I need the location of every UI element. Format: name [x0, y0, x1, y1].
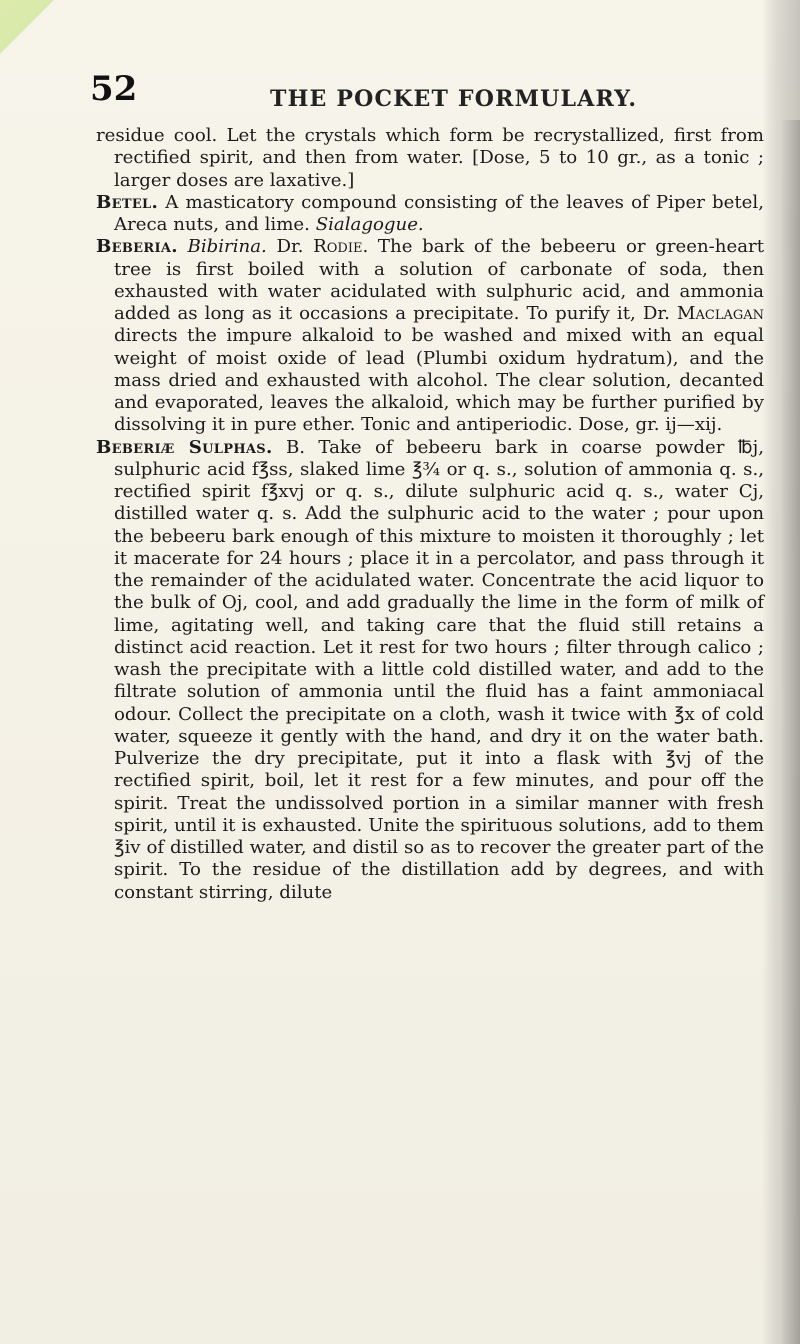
intro-paragraph [96, 125, 764, 192]
intro-text: residue cool. Let the crystals which form be recrystallized, first from rectified spirit, and then from water. [Dose, 5 to 10 gr., as a tonic ; larger doses are laxative.] [96, 125, 764, 191]
entry-beberiae-sulphas [96, 437, 764, 904]
entry-italic-beberia: Bibirina. [187, 236, 267, 258]
entry-text-beberiae-sulphas: B. Take of bebeeru bark in coarse powder ℔j, sulphuric acid f℥ss, slaked lime ℥¾ or q. s., solution of ammonia q. s., rectified spirit f℥xvj or q. s., dilute sulphuric acid q. s., water Cj, distilled water q. s. Add the sulphuric acid to the water ; pour upon the bebeeru bark enough of this mixture to moisten it thoroughly ; let it macerate for 24 hours ; place it in a percolator, and pass through it the remainder of the acidulated water. Concentrate the acid liquor to the bulk of Oj, cool, and add gradually the lime in the form of milk of lime, agitating well, and taking care that the fluid still retains a distinct acid reaction. Let it rest for two hours ; filter through calico ; wash the precipitate with a little cold distilled water, and add to the filtrate solution of ammonia until the fluid has a faint ammoniacal odour. Collect the precipitate on a cloth, wash it twice with ℥x of cold water, squeeze it gently with the hand, and dry it on the water bath. Pulverize the dry precipitate, put it into a flask with ℥vj of the rectified spirit, boil, let it rest for a few minutes, and pour off the spirit. Treat the undissolved portion in a similar manner with fresh spirit, until it is exhausted. Unite the spirituous solutions, add to them ℥iv of distilled water, and distil so as to recover the greater part of the spirit. To the residue of the distillation add by degrees, and with constant stirring, dilute [114, 436, 764, 903]
entry-term-beberia: Beberia. [96, 236, 178, 258]
entry-name-maclagan: Maclagan [676, 303, 764, 324]
page-number: 52 [90, 69, 138, 109]
entry-text-betel: A masticatory compound consisting of the leaves of Piper betel, Areca nuts, and lime. [114, 191, 764, 235]
entry-betel [96, 192, 764, 237]
entry-name-rodie: Rodie. [313, 236, 369, 258]
entry-text-beberia-c: directs the impure alkaloid to be washed and mixed with an equal weight of moist oxide of lead (Plumbi oxidum hydratum), and the mass dried and exhausted with alcohol. The clear solution, decanted and evaporated, leaves the alkaloid, which may be further purified by dissolving it in pure ether. Tonic and antiperiodic. Dose, gr. ij—xij. [114, 325, 764, 436]
right-page-edge-shadow [782, 120, 800, 1344]
page-corner-tint [0, 0, 58, 58]
entry-beberia [96, 236, 764, 436]
entry-term-betel: Betel. [96, 191, 159, 213]
entry-italic-betel: Sialagogue. [315, 214, 424, 235]
entry-text-beberia-b: The bark of the bebeeru or green-heart tree is first boiled with a solution of carbonate of soda, then exhausted with water acidulated with sulphuric acid, and ammonia added as long as it occasions a precipitate. To purify it, Dr. [114, 236, 764, 324]
running-head: THE POCKET FORMULARY. [270, 86, 638, 112]
entry-term-beberiae-sulphas: Beberiæ Sulphas. [96, 436, 273, 458]
entry-text-beberia-a: Dr. [266, 236, 314, 258]
page-content [96, 125, 764, 904]
